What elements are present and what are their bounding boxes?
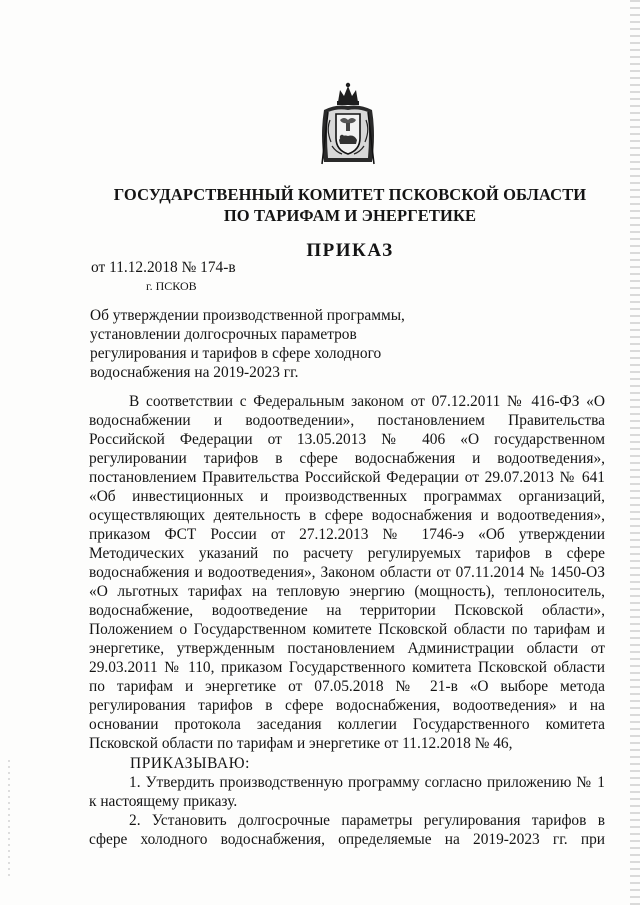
paragraph-line: регулировании тарифов в сфере водоснабжения и водоотведения»,	[89, 450, 605, 467]
paragraph-line: водоснабжение, водоотведение на территории Псковской области»,	[89, 602, 605, 619]
subject-line: установлении долгосрочных параметров	[90, 326, 357, 343]
order-label: ПРИКАЗЫВАЮ:	[130, 755, 251, 772]
paragraph-line: энергетике, утвержденным постановлением Администрации области от	[89, 640, 605, 657]
paragraph-line: приказом ФСТ России от 27.12.2013 № 1746-э «Об утверждении	[89, 526, 605, 543]
paragraph-line: Методических указаний по расчету регулируемых тарифов в сфере	[89, 545, 605, 562]
document-type-title: ПРИКАЗ	[306, 240, 394, 261]
paragraph-line: к настоящему приказу.	[89, 793, 238, 810]
paragraph-line: 29.03.2011 № 110, приказом Государственного комитета Псковской области	[89, 659, 605, 676]
subject-line: водоснабжения на 2019-2023 гг.	[90, 364, 299, 381]
paragraph-line: постановлением Правительства Российской Федерации от 29.07.2013 № 641	[89, 469, 605, 486]
organization-name-line2: ПО ТАРИФАМ И ЭНЕРГЕТИКЕ	[223, 206, 477, 225]
paragraph-line: осуществляющих деятельность в сфере водоснабжения и водоотведения»,	[89, 507, 605, 524]
paragraph-line: 1. Утвердить производственную программу согласно приложению № 1	[129, 774, 605, 791]
paragraph-line: «О льготных тарифах на тепловую энергию (мощность), теплоноситель,	[89, 583, 605, 600]
paragraph-line: Положением о Государственном комитете Псковской области по тарифам и	[89, 621, 605, 638]
organization-name-line1: ГОСУДАРСТВЕННЫЙ КОМИТЕТ ПСКОВСКОЙ ОБЛАСТИ	[113, 185, 587, 204]
subject-line: Об утверждении производственной программы,	[90, 307, 405, 324]
scan-edge-artifact-left	[8, 760, 10, 880]
scan-edge-artifact	[630, 0, 640, 905]
paragraph-line: 2. Установить долгосрочные параметры регулирования тарифов в	[129, 812, 605, 829]
paragraph-line: «Об инвестиционных и производственных программах организаций,	[89, 488, 605, 505]
pskov-coat-of-arms-icon	[316, 80, 380, 168]
date-number: от 11.12.2018 № 174-в	[91, 259, 236, 276]
paragraph-line: сфере холодного водоснабжения, определяемые на 2019-2023 гг. при	[89, 831, 605, 848]
paragraph-line: основании протокола заседания коллегии Государственного комитета	[89, 716, 605, 733]
paragraph-line: Псковской области по тарифам и энергетике от 11.12.2018 № 46,	[89, 735, 513, 752]
city: г. ПСКОВ	[146, 279, 197, 293]
paragraph-line: Российской Федерации от 13.05.2013 № 406 «О государственном	[89, 431, 605, 448]
paragraph-line: водоснабжении и водоотведении», постановлением Правительства	[89, 412, 605, 429]
paragraph-line: водоснабжения и водоотведения», Законом области от 07.11.2014 № 1450-ОЗ	[89, 564, 605, 581]
paragraph-line: регулирования тарифов в сфере водоснабжения, водоотведения» и на	[89, 697, 605, 714]
subject-line: регулирования и тарифов в сфере холодного	[90, 345, 382, 362]
paragraph-line: по тарифам и энергетике от 07.05.2018 № 21-в «О выборе метода	[89, 678, 605, 695]
paragraph-line: В соответствии с Федеральным законом от 07.12.2011 № 416-ФЗ «О	[129, 393, 605, 410]
